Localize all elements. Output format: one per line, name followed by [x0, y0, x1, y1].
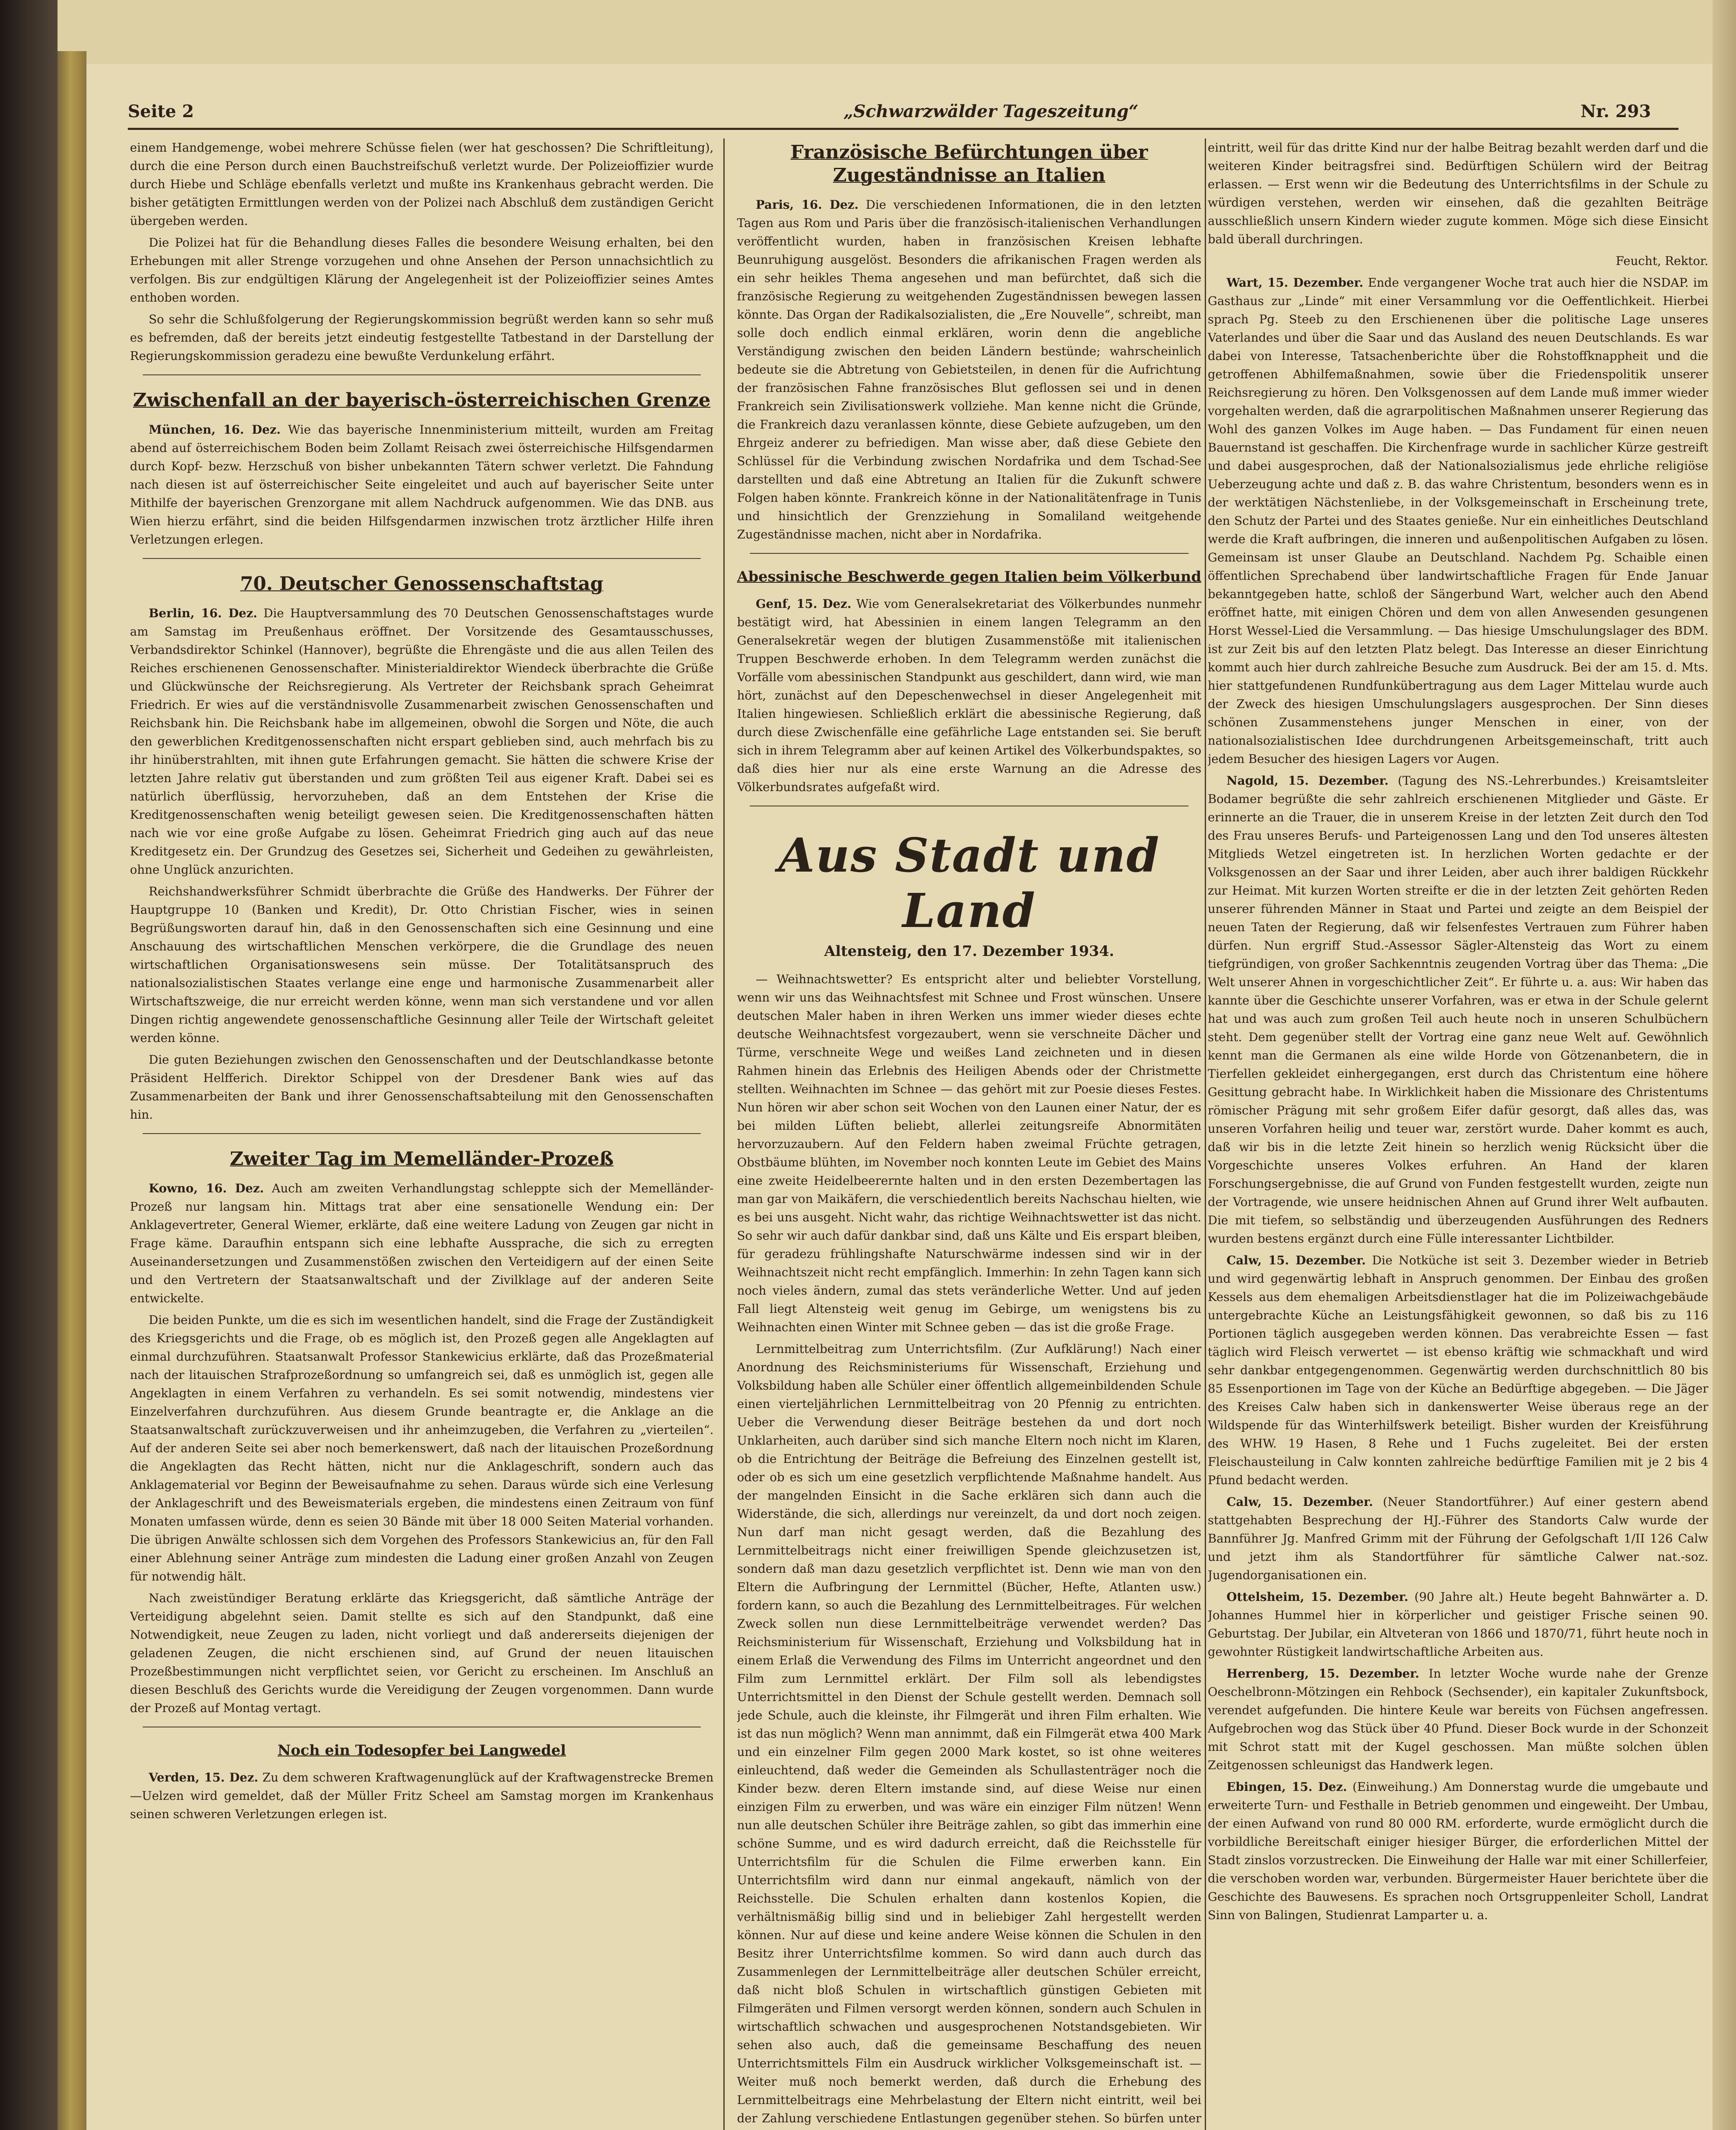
article-paragraph: Die guten Beziehungen zwischen den Genossenschaften und der Deutschlandkasse betonte Präsident Helfferich. Direktor Schippel von der Dresdener Bank wies auf das Zusammenarbeiten der Bank und ihrer Genossenschaftsabteilung mit den Genossenschaften hin. [130, 1053, 714, 1122]
article-separator [143, 1133, 701, 1134]
article-paragraph: Reichshandwerksführer Schmidt überbrachte die Grüße des Handwerks. Der Führer der Hauptgruppe 10 (Banken und Kredit), Dr. Otto Christian Fischer, wies in seinen Begrüßungsworten darauf hin, daß in den Genossenschaften sich eine Gesinnung und eine Anschauung des wirtschaftlichen Menschen verkörpere, die die Grundlage des neuen wirtschaftlichen Organisationswesens sein müsse. Der Totalitätsanspruch des nationalsozialistischen Staates verlange eine enge und harmonische Zusammenarbeit aller Wirtschaftszweige, die nur erreicht werden könne, wenn man sich verstandene und vor allen Dingen richtig angewendete genossenschaftliche Gesinnung aller Teile der Wirtschaft geleitet werden könne. [130, 884, 714, 1045]
dateline: München, 16. Dez. [149, 423, 281, 437]
dateline: Calw, 15. Dezember. [1226, 1253, 1366, 1267]
article-paragraph: — Weihnachtswetter? Es entspricht alter und beliebter Vorstellung, wenn wir uns das Weihnachtsfest mit Schnee und Frost wünschen. Unsere deutschen Maler haben in ihren Werken uns immer wieder dieses echte deutsche Weihnachtsfest vorgezaubert, wenn sie verschneite Dächer und Türme, verschneite Wege und weißes Land zeichneten und in diesen Rahmen hinein das Erlebnis des Heiligen Abends oder der Christmette stellten. Weihnachten im Schnee — das gehört mit zur Poesie dieses Festes. Nun hören wir aber schon seit Wochen von den Launen einer Natur, der es bei milden Lüften beliebt, allerlei zeitungsreife Abnormitäten hervorzuzaubern. Auf den Feldern haben zweimal Früchte getragen, Obstbäume blühten, im November noch konnten Leute im Gebiet des Mains eine zweite Heidelbeerernte halten und in den ersten Dezembertagen las man gar von Maikäfern, die verschiedentlich bereits Nachschau hielten, wie es bei uns ausgeht. Nicht wahr, das richtige Weihnachtswetter ist das nicht. So sehr wir auch dafür dankbar sind, daß uns Kälte und Eis erspart bleiben, für geradezu frühlingshafte Naturschwärme indessen sind wir in der Weihnachtszeit nicht recht empfänglich. Immerhin: In zehn Tagen kann sich noch vieles ändern, zumal das stets veränderliche Wetter. Und auf jeden Fall liegt Altensteig weit genug im Gebirge, um wenigstens bis zu Weihnachten einen Winter mit Schnee geben — das ist die große Frage. [737, 972, 1201, 1334]
article-paragraph: Die Polizei hat für die Behandlung dieses Falles die besondere Weisung erhalten, bei den Erhebungen mit aller Strenge vorzugehen und ohne Ansehen der Person unnachsichtlich zu verfolgen. Bis zur endgültigen Klärung der Angelegenheit ist der Polizeioffizier seines Amtes enthoben worden. [130, 236, 714, 305]
dateline: Nagold, 15. Dezember. [1226, 774, 1389, 788]
article-text: Zu dem schweren Kraftwagenunglück auf der Kraftwagenstrecke Bremen—Uelzen wird gemeldet, daß der Müller Fritz Scheel am Samstag morgen im Krankenhaus seinen schweren Verletzungen erlegen ist. [130, 1770, 714, 1821]
next-page-edge [1713, 0, 1736, 2130]
article-separator [143, 558, 701, 559]
article-text: Ende vergangener Woche trat auch hier die NSDAP. im Gasthaus zur „Linde“ mit einer Versammlung vor die Oeffentlichkeit. Hierbei sprach Pg. Steeb zu den Erschienenen über die politische Lage unseres Vaterlandes und über die Saar und das Ausland des neuen Deutschlands. Es war dabei von Interesse, Tatsachenberichte über die Rohstoffknappheit und die getroffenen Abhilfemaßnahmen, sowie über die Friedenspolitik unserer Reichsregierung zu hören. Den Volksgenossen auf dem Lande muß immer wieder vorgehalten werden, daß die agrarpolitischen Maßnahmen unserer Regierung das Wohl des ganzen Volkes im Auge haben. — Das Fundament für einen neuen Bauernstand ist geschaffen. Die Kirchenfrage wurde in sachlicher Kürze gestreift und dabei ausgesprochen, daß der Nationalsozialismus jede ehrliche religiöse Ueberzeugung achte und daß z. B. das wahre Christentum, besonders wenn es in der werktätigen Nächstenliebe, in der Volksgemeinschaft in Erscheinung trete, den Schutz der Partei und des Staates genieße. Nur ein einheitliches Deutschland werde die Kraft aufbringen, die inneren und außenpolitischen Aufgaben zu lösen. Gemeinsam ist unser Glaube an Deutschland. Nachdem Pg. Schaible einen öffentlichen Sprechabend über landwirtschaftliche Fragen für Ende Januar bekanntgegeben hatte, schloß der Sängerbund Wart, welcher auch den Abend eröffnet hatte, mit einigen Chören und dem von allen Anwesenden gesungenen Horst Wessel-Lied die Versammlung. — Das hiesige Umschulungslager des BDM. ist zur Zeit bis auf den letzten Platz belegt. Das Interesse an dieser Einrichtung kommt auch hier durch zahlreiche Besuche zum Ausdruck. Bei der am 15. d. Mts. hier stattgefundenen Rundfunkübertragung aus dem Lager Mittelau wurde auch der Zweck des hiesigen Umschulungslagers ausgesprochen. Der Sinn dieses schönen Zusammenstehens junger Menschen in einer, von der nationalsozialistischen Idee durchdrungenen Arbeitsgemeinschaft, tritt auch jedem Besucher des hiesigen Lagers vor Augen. [1208, 276, 1708, 766]
dateline: Calw, 15. Dezember. [1226, 1495, 1373, 1509]
section-title: Aus Stadt und Land [778, 828, 1160, 938]
dateline: Herrenberg, 15. Dezember. [1226, 1667, 1419, 1681]
dateline: Paris, 16. Dez. [756, 198, 859, 212]
binding-dark-edge [0, 0, 58, 2130]
page-header [128, 101, 1708, 131]
column-divider [723, 138, 725, 2130]
dateline: Ebingen, 15. Dez. [1226, 1780, 1347, 1794]
article-paragraph: einem Handgemenge, wobei mehrere Schüsse fielen (wer hat geschossen? Die Schriftleitung), durch die eine Person durch einen Bauchstreifschuß verletzt wurde. Der Polizeioffizier wurde durch Hiebe und Schläge ebenfalls verletzt und mußte ins Krankenhaus gebracht werden. Die bisher getätigten Ermittlungen werden von der Polizei nach Abschluß dem zuständigen Gericht übergeben werden. [130, 141, 714, 228]
column-divider [1205, 138, 1206, 2130]
article-headline: Zwischenfall an der bayerisch-österreichischen Grenze [133, 389, 711, 411]
article-paragraph: Nach zweistündiger Beratung erklärte das Kriegsgericht, daß sämtliche Anträge der Verteidigung abgelehnt seien. Damit stellte es sich auf den Standpunkt, daß eine Notwendigkeit, neue Zeugen zu laden, nicht vorliegt und daß andererseits diejenigen der geladenen Zeugen, die nicht erschienen sind, auf Grund der neuen litauischen Prozeßbestimmungen nicht verpflichtet seien, vor Gericht zu erscheinen. Im Anschluß an diesen Beschluß des Gerichts wurde die Vereidigung der Zeugen vorgenommen. Dann wurde der Prozeß auf Montag vertagt. [130, 1591, 714, 1715]
article-text: (Neuer Standortführer.) Auf einer gestern abend stattgehabten Besprechung der HJ.-Führer des Standorts Calw wurde der Bannführer Jg. Manfred Grimm mit der Führung der Gefolgschaft 1/II 126 Calw und jetzt ihm als Standortführer für sämtliche Calwer nat.-soz. Jugendorganisationen ein. [1208, 1495, 1708, 1582]
article-text: In letzter Woche wurde nahe der Grenze Oeschelbronn-Mötzingen ein Rehbock (Sechsender), ein kapitaler Zukunftsbock, verendet aufgefunden. Die hintere Keule war bereits von Füchsen angefressen. Aufgebrochen wog das Stück über 40 Pfund. Dieser Bock wurde in der Schonzeit mit Schrot statt mit der Kugel geschossen. Man müßte solchen üblen Zeitgenossen schleunigst das Handwerk legen. [1208, 1667, 1708, 1772]
page-label: Seite 2 [128, 101, 194, 121]
article-headline: Französische Befürchtungen über Zugeständnisse an Italien [790, 141, 1148, 186]
article-text: Wie das bayerische Innenministerium mitteilt, wurden am Freitag abend auf österreichischem Boden beim Zollamt Reisach zwei österreichische Hilfsgendarmen durch Kopf- bezw. Herzschuß von bisher unbekannten Tätern schwer verletzt. Die Fahndung nach diesen ist auf österreichischer Seite eingeleitet und auch auf bayerischer Seite unter Mithilfe der bayerischen Grenzorgane mit allem Nachdruck aufgenommen. Wie das DNB. aus Wien hierzu erfährt, sind die beiden Hilfsgendarmen inzwischen trotz ärztlicher Hilfe ihren Verletzungen erlegen. [130, 423, 714, 547]
dateline: Wart, 15. Dezember. [1226, 276, 1364, 290]
article-text: Auch am zweiten Verhandlungstag schleppte sich der Memelländer-Prozeß nur langsam hin. Mittags trat aber eine sensationelle Wendung ein: Der Anklagevertreter, General Wiemer, erklärte, daß eine weitere Ladung von Zeugen gar nicht in Frage käme. Daraufhin entspann sich eine lebhafte Aussprache, die sich zu erregten Auseinandersetzungen und Zusammenstößen zwischen den Verteidigern auf der einen Seite und den Vertretern der Staatsanwaltschaft und der Zivilklage auf der anderen Seite entwickelte. [130, 1181, 714, 1305]
article-separator [750, 553, 1189, 554]
article-separator [143, 374, 701, 375]
article-text: Die verschiedenen Informationen, die in den letzten Tagen aus Rom und Paris über die französisch-italienischen Verhandlungen veröffentlicht wurden, haben in französischen Kreisen lebhafte Beunruhigung ausgelöst. Besonders die afrikanischen Fragen werden als ein sehr heikles Thema angesehen und man befürchtet, daß sich die französische Regierung zu weitgehenden Zugeständnissen bewegen lassen könnte. Das Organ der Radikalsozialisten, die „Ere Nouvelle“, schreibt, man solle doch endlich einmal erklären, worin denn die angebliche Verständigung zwischen den beiden Ländern bestünde; wahrscheinlich bedeute sie die Abtretung von Gebietsteilen, in denen für die Aufrichtung der französischen Fahne französisches Blut geflossen sei und in denen Frankreich sein Zivilisationswerk vollziehe. Man kenne nicht die Gründe, die Frankreich dazu veranlassen könnte, diese Gebiete aufzugeben, um den Ehrgeiz anderer zu befriedigen. Man wisse aber, daß diese Gebiete den Schlüssel für die Verbindung zwischen Nordafrika und dem Tschad-See darstellten und daß eine Abtretung an Italien für die Zukunft schwere Folgen haben könnte. Frankreich könne in der Nationalitätenfrage in Tunis und hinsichtlich der Grenzziehung in Somaliland weitgehende Zugeständnisse machen, nicht aber in Nordafrika. [737, 198, 1201, 541]
article-headline: Noch ein Todesopfer bei Langwedel [277, 1742, 566, 1759]
book-spine-band [58, 51, 86, 2130]
article-text: Die Notküche ist seit 3. Dezember wieder in Betrieb und wird gegenwärtig lebhaft in Anspruch genommen. Der Einbau des großen Kessels aus dem ehemaligen Arbeitsdienstlager hat die im Polizeiwachgebäude untergebrachte Küche an Leistungsfähigkeit gewonnen, so daß bis zu 116 Portionen täglich ausgegeben werden können. Das verabreichte Essen — fast täglich wird Fleisch verwertet — ist ebenso kräftig wie schmackhaft und wird sehr dankbar entgegengenommen. Gegenwärtig werden durchschnittlich 80 bis 85 Essenportionen im Tage von der Küche an Bedürftige abgegeben. — Die Jäger des Kreises Calw haben sich in dankenswerter Weise überaus rege an der Wildspende für das Winterhilfswerk beteiligt. Bisher wurden der Kreisführung des WHW. 19 Hasen, 8 Rehe und 1 Fuchs zugeleitet. Bei der ersten Fleischausteilung in Calw konnten zahlreiche bedürftige Familien mit je 2 bis 4 Pfund bedacht werden. [1208, 1253, 1708, 1487]
issue-number: Nr. 293 [1581, 101, 1651, 121]
dateline: Ottelsheim, 15. Dezember. [1226, 1590, 1408, 1604]
article-signature: Feucht, Rektor. [1615, 254, 1708, 268]
article-text: Wie vom Generalsekretariat des Völkerbundes nunmehr bestätigt wird, hat Abessinien in einem langen Telegramm an den Generalsekretär wegen der blutigen Zusammenstöße mit italienischen Truppen Beschwerde erhoben. In dem Telegramm werden zunächst die Vorfälle vom abessinischen Standpunkt aus geschildert, dann wird, wie man hört, zunächst auf den Depeschenwechsel in dieser Angelegenheit mit Italien hingewiesen. Schließlich erklärt die abessinische Regierung, daß durch diese Zwischenfälle eine gefährliche Lage entstanden sei. Sie beruft sich in ihrem Telegramm aber auf keinen Artikel des Völkerbundspaktes, so daß dies hier nur als eine erste Warnung an die Adresse des Völkerbundsrates aufgefaßt wird. [737, 597, 1201, 794]
dateline: Verden, 15. Dez. [149, 1770, 259, 1785]
article-text: (Tagung des NS.-Lehrerbundes.) Kreisamtsleiter Bodamer begrüßte die sehr zahlreich erschienenen Mitglieder und Gäste. Er erinnerte an die Trauer, die in unserem Kreise in der letzten Zeit durch den Tod des Frau unseres Berufs- und Parteigenossen Lang und den Tod unseres ältesten Mitglieds Wetzel eingetreten ist. In herzlichen Worten gedachte er der Volksgenossen an der Saar und ihrer Leiden, aber auch ihrer baldigen Rückkehr zur Heimat. Mit kurzen Worten streifte er die in der letzten Zeit gehörten Reden unserer führenden Männer in Staat und Partei und zeigte an dem Beispiel der neuen Taten der Regierung, daß wir felsenfestes Vertrauen zum Führer haben dürfen. Nun ergriff Stud.-Assessor Sägler-Altensteig das Wort zu einem tiefgründigen, von großer Sachkenntnis zeugenden Vortrag über das Thema: „Die Welt unserer Ahnen in vorgeschichtlicher Zeit“. Er führte u. a. aus: Wir haben das kannte über die Geschichte unserer Vorfahren, was er etwa in der Schule gelernt hat und was auch zum großen Teil auch heute noch in unseren Schulbüchern steht. Dem gegenüber stellt der Vortrag eine ganz neue Welt auf. Gewöhnlich kennt man die Germanen als eine wilde Horde von Götzenanbetern, die in Tierfellen gekleidet einhergegangen, erst durch das Christentum eine höhere Gesittung gebracht habe. In Wirklichkeit haben die Missionare des Christentums römischer Prägung mit sehr großem Eifer dafür gesorgt, daß alles das, was unseren Vorfahren heilig und teuer war, zerstört wurde. Daher kommt es auch, daß wir bis in die letzte Zeit hinein so herzlich wenig Rücksicht über die Vorgeschichte unseres Volkes erfuhren. An Hand der klaren Forschungsergebnisse, die auf Grund von Funden festgestellt wurden, zeigte nun der Vortragende, wie unsere heidnischen Ahnen auf Grund ihrer Welt aufbauten. Die mit tiefem, so selbständig und überzeugenden Ausführungen des Redners wurden bestens ergänzt durch eine Fülle interessanter Lichtbilder. [1208, 774, 1708, 1246]
column-1 [130, 138, 714, 2130]
article-paragraph: Die beiden Punkte, um die es sich im wesentlichen handelt, sind die Frage der Zuständigkeit des Kriegsgerichts und die Frage, ob es möglich ist, den Prozeß gegen alle Angeklagten auf einmal durchzuführen. Staatsanwalt Professor Stankewicius erklärte, daß das Prozeßmaterial nach der litauischen Strafprozeßordnung so umfangreich sei, daß es unmöglich ist, gegen alle Angeklagten in einem Verfahren zu verhandeln. Es sei somit notwendig, mindestens vier Einzelverfahren durchzuführen. Aus diesem Grunde beantragte er, die Anklage an die Staatsanwaltschaft zurückzuverweisen und ihr anheimzugeben, die Verfahren zu „vierteilen“. Auf der anderen Seite sei aber noch bemerkenswert, daß nach der litauischen Prozeßordnung die Angeklagten das Recht hätten, nicht nur die Anklageschrift, sondern auch das Anklagematerial vor Beginn der Beweisaufnahme zu sehen. Daraus würde sich eine Verlesung der Anklageschrift und des Beweismaterials ergeben, die mindestens einen Zeitraum von fünf Monaten umfassen würde, denn es seien 30 Bände mit über 18 000 Seiten Material vorhanden. Die übrigen Anwälte schlossen sich dem Vorgehen des Professors Stankewicius an, für den Fall einer Ablehnung seiner Anträge zum mindesten die Ladung einer großen Anzahl von Zeugen für notwendig hält. [130, 1313, 714, 1583]
article-paragraph: eintritt, weil für das dritte Kind nur der halbe Beitrag bezahlt werden darf und die weiteren Kinder beitragsfrei sind. Bedürftigen Schülern wird der Beitrag erlassen. — Erst wenn wir die Bedeutung des Unterrichtsfilms in der Schule zu würdigen verstehen, werden wir einsehen, daß die gezahlten Beiträge ausschließlich unsern Kindern wieder zugute kommen. Möge sich diese Einsicht bald überall durchringen. [1208, 141, 1708, 246]
header-rule [128, 128, 1678, 130]
column-3 [1208, 138, 1708, 2130]
article-text: (90 Jahre alt.) Heute begeht Bahnwärter a. D. Johannes Hummel hier in körperlicher und geistiger Frische seinen 90. Geburtstag. Der Jubilar, ein Altveteran von 1866 und 1870/71, führt heute noch in gewohnter Rüstigkeit landwirtschaftliche Arbeiten aus. [1208, 1590, 1708, 1659]
dateline: Berlin, 16. Dez. [149, 606, 257, 620]
column-2 [737, 138, 1201, 2130]
article-text: Die Hauptversammlung des 70 Deutschen Genossenschaftstages wurde am Samstag im Preußenhaus eröffnet. Der Vorsitzende des Gesamtausschusses, Verbandsdirektor Schinkel (Hannover), begrüßte die Ehrengäste und die aus allen Teilen des Reiches erschienenen Genossenschafter. Ministerialdirektor Wiendeck überbrachte die Grüße und Glückwünsche der Reichsregierung. Als Vertreter der Reichsbank sprach Geheimrat Friedrich. Er wies auf die verständnisvolle Zusammenarbeit zwischen Genossenschaften und Reichsbank hin. Die Reichsbank habe im allgemeinen, obwohl die Sorgen und Nöte, die auch den gewerblichen Kreditgenossenschaften nicht erspart geblieben sind, auch mehrfach bis zu ihr hinüberstrahlten, mit ihnen gute Erfahrungen gemacht. Sie hätten die schwere Krise der letzten Jahre relativ gut überstanden und zum größten Teil aus eigener Kraft. Dabei sei es natürlich überflüssig, hervorzuheben, daß an dem Entstehen der Krise die Kreditgenossenschaften wenig beteiligt gewesen seien. Die Kreditgenossenschaften hätten nach wie vor eine große Aufgabe zu lösen. Geheimrat Friedrich ging auch auf das neue Kreditgesetz ein. Der Grundzug des Gesetzes sei, Sicherheit und Gedeihen zu gewährleisten, ohne Unglück anzurichten. [130, 606, 714, 877]
dateline: Kowno, 16. Dez. [149, 1181, 264, 1195]
article-paragraph: Lernmittelbeitrag zum Unterrichtsfilm. (Zur Aufklärung!) Nach einer Anordnung des Reichsministeriums für Wissenschaft, Erziehung und Volksbildung haben alle Schüler einer öffentlich allgemeinbildenden Schule einen vierteljährlichen Lernmittelbeitrag von 20 Pfennig zu entrichten. Ueber die Verwendung dieser Beiträge bestehen da und dort noch Unklarheiten, auch darüber sind sich manche Eltern noch nicht im Klaren, ob die Entrichtung der Beiträge die Befreiung des Einzelnen gestellt ist, oder ob es sich um eine gesetzlich verpflichtende Maßnahme handelt. Aus der mangelnden Einsicht in die Sache erklären sich dann auch die Widerstände, die sich, allerdings nur vereinzelt, da und dort noch zeigen. Nun darf man nicht gesagt werden, daß die Bezahlung des Lernmittelbeitrags nicht einer freiwilligen Spende gleichzusetzen ist, sondern daß man dazu gesetzlich verpflichtet ist. Denn wie man von den Eltern die Aufbringung der Lernmittel (Bücher, Hefte, Atlanten usw.) fordern kann, so auch die Bezahlung des Lernmittelbeitrages. Für welchen Zweck sollen nun diese Lernmittelbeiträge verwendet werden? Das Reichsministerium für Wissenschaft, Erziehung und Volksbildung hat in einem Erlaß die Verwendung des Films im Unterricht angeordnet und den Film zum Lernmittel erklärt. Der Film soll als lebendigstes Unterrichtsmittel in den Dienst der Schule gestellt werden. Demnach soll jede Schule, auch die kleinste, ihr Filmgerät und ihren Film erhalten. Wie ist das nun möglich? Wenn man annimmt, daß ein Filmgerät etwa 400 Mark und ein einzelner Film gegen 2000 Mark kostet, so ist ohne weiteres einleuchtend, daß weder die Gemeinden als Schullastenträger noch die Kinder bezw. deren Eltern imstande sind, auf diese Weise nur einen einzigen Film zu erwerben, und was wäre ein einziger Film nützen! Wenn nun alle deutschen Schüler ihre Beiträge zahlen, so gibt das immerhin eine schöne Summe, und es wird dadurch erreicht, daß die Reichsstelle für Unterrichtsfilm für die Schulen die Filme erwerben kann. Ein Unterrichtsfilm wird dann nur einmal angekauft, nämlich von der Reichsstelle. Die Schulen erhalten dann kostenlos Kopien, die verhältnismäßig billig sind und in beliebiger Zahl hergestellt werden können. Nur auf diese und keine andere Weise können die Schulen in den Besitz ihrer Unterrichtsfilme kommen. So wird dann auch durch das Zusammenlegen der Lernmittelbeiträge aller deutschen Schüler erreicht, daß nicht bloß Schulen in wirtschaftlich günstigen Gebieten mit Filmgeräten und Filmen versorgt werden können, sondern auch Schulen in wirtschaftlich schwachen und ausgesprochenen Notstandsgebieten. Wir sehen also auch, daß die gemeinsame Beschaffung des neuen Unterrichtsmittels Film ein Ausdruck wirklicher Volksgemeinschaft ist. — Weiter muß noch bemerkt werden, daß durch die Erhebung des Lernmittelbeitrags eine Mehrbelastung der Eltern nicht eintritt, weil bei der Zahlung verschiedene Entlastungen gegenüber stehen. So bürfen unter [737, 1342, 1201, 2125]
dateline: Genf, 15. Dez. [756, 597, 852, 611]
newspaper-name: „Schwarzwälder Tageszeitung“ [844, 101, 1139, 121]
article-headline: 70. Deutscher Genossenschaftstag [240, 573, 604, 595]
article-paragraph: So sehr die Schlußfolgerung der Regierungskommission begrüßt werden kann so sehr muß es befremden, daß der bereits jetzt eindeutig festgestellte Tatbestand in der Darstellung der Regierungskommission geradezu eine bewußte Verdunkelung erfährt. [130, 312, 714, 363]
article-headline: Zweiter Tag im Memelländer-Prozeß [230, 1148, 614, 1170]
article-text: (Einweihung.) Am Donnerstag wurde die umgebaute und erweiterte Turn- und Festhalle in Betrieb genommen und eingeweiht. Der Umbau, der einen Aufwand von rund 80 000 RM. erforderte, wurde ermöglicht durch die vorbildliche Bereitschaft einiger hiesiger Bürger, die erforderlichen Mittel der Stadt zinslos vorzustrecken. Die Einweihung der Halle war mit einer Schillerfeier, die verschoben worden war, verbunden. Bürgermeister Hauer berichtete über die Geschichte des Bauwesens. Es sprachen noch Ortsgruppenleiter Scholl, Landrat Sinn von Balingen, Studienrat Lamparter u. a. [1208, 1780, 1708, 1922]
article-headline: Abessinische Beschwerde gegen Italien beim Völkerbund [737, 568, 1201, 585]
section-dateline: Altensteig, den 17. Dezember 1934. [824, 943, 1114, 960]
